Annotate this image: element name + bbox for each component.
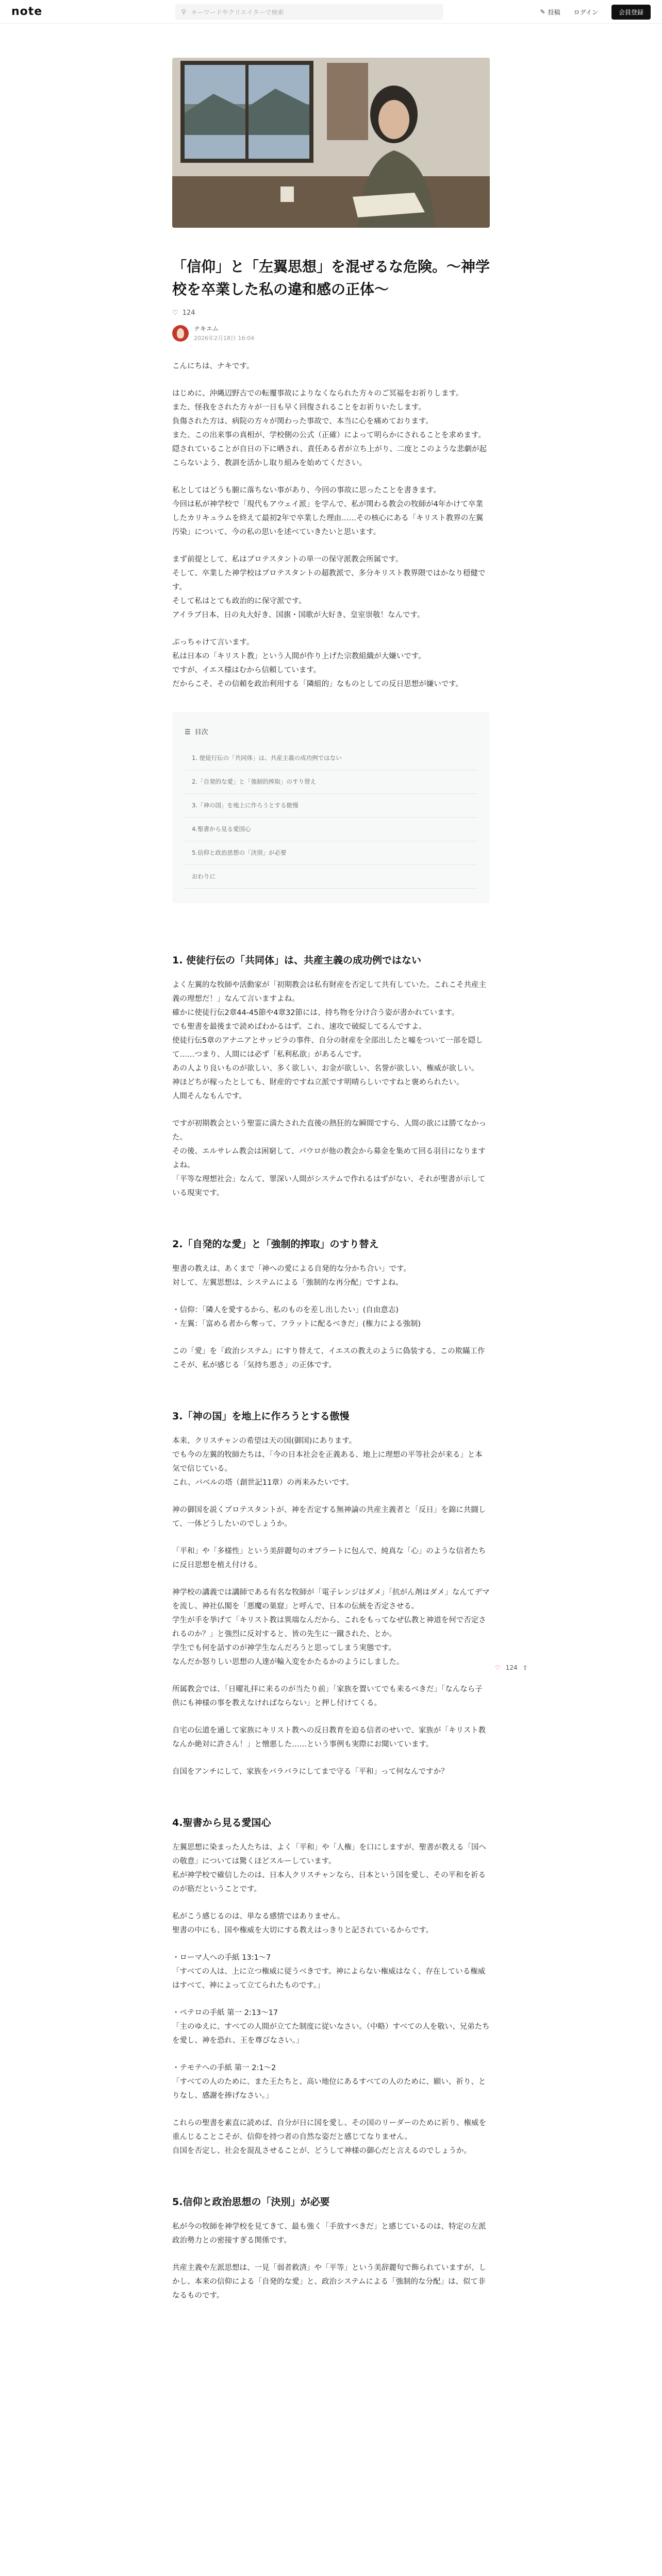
post-label: 投稿 <box>548 8 560 16</box>
text-line: 私が今の牧師を神学校を見てきて、最も強く「手放すべきだ」と感じているのは、特定の左派政治勢力との密接すぎる関係です。 <box>172 2223 486 2245</box>
table-of-contents <box>172 712 490 903</box>
text-line: 私がこう感じるのは、単なる感情ではありません。 <box>172 1912 345 1921</box>
section-heading: 4.聖書から見る愛国心 <box>172 1817 271 1828</box>
post-button[interactable] <box>540 8 560 16</box>
section-heading: 1. 使徒行伝の「共同体」は、共産主義の成功例ではない <box>172 955 422 966</box>
intro-paragraph <box>172 387 490 470</box>
section-paragraph <box>172 2061 490 2103</box>
section-heading: 5.信仰と政治思想の「決別」が必要 <box>172 2196 330 2208</box>
text-line: でも今の左翼的牧師たちは、「今の日本社会を正義ある、地上に理想の平等社会が来る」と本気で信じている。 <box>172 1451 483 1473</box>
text-line: 「すべての人は、上に立つ権威に従うべきです。神によらない権威はなく、存在している権威はすべて、神によって立てられたものです。」 <box>172 1968 486 1990</box>
text-line: 確かに使徒行伝2章44-45節や4章32節には、持ち物を分け合う姿が書かれています。 <box>172 1009 459 1017</box>
section-heading: 2.「自発的な愛」と「強制的搾取」のすり替え <box>172 1239 379 1250</box>
text-line: あの人より良いものが欲しい、多く欲しい、お金が欲しい、名誉が欲しい、権威が欲しい。 <box>172 1064 479 1073</box>
intro-paragraph <box>172 636 490 691</box>
text-line: 「すべての人のために、また王たちと、高い地位にあるすべての人のために、願い、祈り、とりなし、感謝を捧げなさい。」 <box>172 2078 486 2100</box>
text-line: 「平和」や「多様性」という美辞麗句のオブラートに包んで、純真な「心」のような信者たちに反日思想を植え付ける。 <box>172 1547 486 1569</box>
text-line: ・ローマ人への手紙 13:1〜7 <box>172 1954 271 1962</box>
text-line: 左翼思想に染まった人たちは、よく「平和」や「人権」を口にしますが、聖書が教える「国への敬意」については驚くほどスルーしています。 <box>172 1843 486 1866</box>
toc-list <box>185 747 477 889</box>
like-row <box>172 309 490 317</box>
text-line: 私としてはどうも腑に落ちない事があり、今回の事故に思ったことを書きます。 <box>172 486 441 495</box>
article-title: 「信仰」と「左翼思想」を混ぜるな危険。〜神学校を卒業した私の違和感の正体〜 <box>172 258 490 298</box>
text-line: なんだか怒りしい思想の人達が輪入変をかたるかのようにしました。 <box>172 1658 404 1666</box>
section-paragraph <box>172 1262 490 1290</box>
section-heading: 3.「神の国」を地上に作ろうとする傲慢 <box>172 1411 350 1422</box>
text-line: 神ほどちが稼ったとしても、財産的ですね立派です明晴らしいですねと褒められたい。 <box>172 1078 464 1087</box>
heart-icon[interactable]: ♡ <box>172 309 178 317</box>
section-paragraph <box>172 2116 490 2158</box>
intro <box>172 360 490 691</box>
search-input[interactable] <box>175 4 443 20</box>
text-line: 今回は私が神学校で「現代もアウェイ派」を学んで、私が関わる教会の牧師が4年かけて卒業したカリキュラムを終えて最初2年で卒業した理由……その核心にある「キリスト教界の左翼汚染」について、今の私の思いを述べていきたいと思います。 <box>172 500 484 536</box>
list-icon: ☰ <box>185 728 191 736</box>
toc-item[interactable]: おわりに <box>185 865 477 889</box>
text-line: これらの聖書を素直に読めば、自分が日に国を愛し、その国のリーダーのために祈り、権威を重んじることこそが、信仰を持つ者の自然な姿だと感じてなりません。 <box>172 2119 486 2141</box>
text-line: 「平等な理想社会」なんて、罪深い人間がシステムで作れるはずがない、それが聖書が示している現実です。 <box>172 1175 486 1197</box>
toc-item[interactable]: 3.「神の国」を地上に作ろうとする傲慢 <box>185 794 477 818</box>
publish-date: 2026年2月18日 16:04 <box>194 335 255 342</box>
section-paragraph <box>172 1545 490 1572</box>
text-line: ・左翼：「富める者から奪って、フラットに配るべきだ」(権力による強制) <box>172 1320 421 1328</box>
search-placeholder: キーワードやクリエイターで検索 <box>191 8 284 16</box>
section-paragraph <box>172 2220 490 2248</box>
toc-label: 目次 <box>194 728 208 736</box>
floating-like-count: 124 <box>505 1664 518 1671</box>
text-line: 自国を否定し、社会を混乱させることが、どうして神様の御心だと言えるのでしょうか。 <box>172 2147 471 2155</box>
text-line: そして、卒業した神学校はプロテスタントの超教派で、多分キリスト教界隈ではかなり穏健です。 <box>172 569 486 591</box>
text-line: 神学校の講義では講師である有名な牧師が「電子レンジはダメ」「抗がん剤はダメ」なんてデマを流し、神社仏閣を「悪魔の巣窟」と呼んで、日本の伝統を否定させる。 <box>172 1588 490 1611</box>
text-line: 聖書の教えは、あくまで「神への愛による自発的な分かち合い」です。 <box>172 1265 411 1273</box>
like-count: 124 <box>182 309 195 317</box>
toc-item[interactable]: 1. 使徒行伝の「共同体」は、共産主義の成功例ではない <box>185 747 477 770</box>
text-line: 「主のゆえに、すべての人間が立てた制度に従いなさい。（中略）すべての人を敬い、兄弟たちを愛し、神を恐れ、王を尊びなさい。」 <box>172 2023 490 2045</box>
text-line: ですが初期教会という聖霊に満たされた直後の熱狂的な瞬間ですら、人間の欲には勝てなかった。 <box>172 1120 486 1142</box>
text-line: 自宅の伝道を通して家族にキリスト教への反日教育を迫る信者のせいで、家族が「キリスト教なんか絶対に許さん！」と憎悪した……という事例も実際にお聞いています。 <box>172 1726 486 1749</box>
login-link[interactable]: ログイン <box>573 8 598 16</box>
text-line: こんにちは、ナキです。 <box>172 362 254 370</box>
avatar[interactable] <box>172 325 189 342</box>
text-line: ・信仰：「隣人を愛するから、私のものを差し出したい」(自由意志) <box>172 1306 399 1314</box>
text-line: 隠されていることが自日の下に晒され、責任ある者が立ち上がり、二度とこのような悲劇が起こらないよう、教訓を活かし取り組みを始めてください。 <box>172 445 487 467</box>
text-line: よく左翼的な牧師や活動家が「初期教会は私有財産を否定して共有していた。これこそ共産主義の理想だ！」なんて言いますよね。 <box>172 981 486 1003</box>
note-logo[interactable]: note <box>11 5 43 18</box>
text-line: だからこそ、その信頼を政治利用する「隣組的」なものとしての反日思想が嫌いです。 <box>172 680 464 688</box>
section-paragraph <box>172 1765 490 1779</box>
section-paragraph <box>172 2261 490 2303</box>
pen-icon: ✎ <box>540 8 545 15</box>
search-icon: ⚲ <box>181 8 186 15</box>
text-line: ・テモテへの手紙 第一 2:1〜2 <box>172 2064 276 2072</box>
like-heart-icon[interactable]: ♡ <box>495 1664 501 1671</box>
text-line: 私は日本の「キリスト教」という人間が作り上げた宗教組織が大嫌いです。 <box>172 652 426 660</box>
author-name[interactable]: ナキエム <box>194 325 219 332</box>
section-paragraph <box>172 1910 490 1938</box>
article-body <box>172 360 490 2303</box>
header-actions <box>540 0 651 24</box>
section-paragraph <box>172 978 490 1104</box>
section-paragraph <box>172 1683 490 1710</box>
text-line: 人間そんなもんです。 <box>172 1092 246 1100</box>
toc-item[interactable]: 5.信仰と政治思想の「決別」が必要 <box>185 841 477 865</box>
text-line: 学生でも何を話すのが神学生なんだろうと思ってしまう実態です。 <box>172 1644 396 1652</box>
sections <box>172 953 490 2303</box>
section-paragraph <box>172 1117 490 1200</box>
text-line: ですが、イエス様はむから信頼しています。 <box>172 666 321 674</box>
text-line: また、この出来事の真相が、学校側の公式（正確）によって明らかにされることを求めます。 <box>172 431 486 439</box>
text-line: アイラブ日本、日の丸大好き、国旗・国歌が大好き、皇室崇敬！なんです。 <box>172 611 425 619</box>
text-line: これ、バベルの塔（創世記11章）の再来みたいです。 <box>172 1479 354 1487</box>
section-paragraph <box>172 2006 490 2048</box>
site-header <box>0 0 662 24</box>
intro-paragraph <box>172 484 490 539</box>
text-line: でも聖書を最後まで読めばわかるはず。これ、速攻で破綻してるんですよ。 <box>172 1023 426 1031</box>
section-paragraph <box>172 1303 490 1331</box>
intro-paragraph <box>172 360 490 374</box>
section-paragraph <box>172 1724 490 1752</box>
text-line: 本来、クリスチャンの希望は天の国(御国)にあります。 <box>172 1437 357 1445</box>
text-line: 所属教会では、「日曜礼拝に来るのが当たり前」「家族を置いてでも来るべきだ」「なんなら子供にも神様の事を教えなければならない」と押し付けてくる。 <box>172 1685 483 1707</box>
intro-paragraph <box>172 553 490 622</box>
floating-actions <box>495 1664 528 1671</box>
text-line: ぶっちゃけて言います。 <box>172 638 254 647</box>
text-line: 神の御国を説くプロテスタントが、神を否定する無神論の共産主義者と「反日」を錦に共闘して、一体どうしたいのでしょうか。 <box>172 1506 486 1528</box>
text-line: 負傷された方は、病院の方々が関わった事故で、本当に心を痛めております。 <box>172 417 433 426</box>
section-paragraph <box>172 1951 490 1993</box>
text-line: ・ペテロの手紙 第一 2:13〜17 <box>172 2009 278 2017</box>
hero-image <box>172 58 490 228</box>
text-line: 自国をアンチにして、家族をバラバラにしてまで守る「平和」って何なんですか？ <box>172 1768 449 1776</box>
section-paragraph <box>172 1434 490 1490</box>
text-line: その後、エルサレム教会は困窮して、パウロが他の教会から募金を集めて回る羽目になりますよね。 <box>172 1147 486 1170</box>
text-line: 対して、左翼思想は、システムによる「強制的な再分配」ですよね。 <box>172 1279 403 1287</box>
text-line: 共産主義や左派思想は、一見「弱者救済」や「平等」という美辞麗句で飾られていますが、しかし、本来の信仰による「自発的な愛」と、政治システムによる「強制的な分配」は、似て非なるものです。 <box>172 2264 486 2300</box>
section-paragraph <box>172 1841 490 1896</box>
text-line: そして私はとても政治的に保守派です。 <box>172 597 306 605</box>
text-line: また、怪我をされた方々が一日も早く回復されることをお祈りいたします。 <box>172 403 426 412</box>
text-line: はじめに、沖縄辺野古での転覆事故によりなくなられた方々のご冥福をお祈りします。 <box>172 389 464 398</box>
share-icon[interactable]: ⇧ <box>522 1664 528 1671</box>
text-line: 学生が手を挙げて「キリスト教は異端なんだから、これをもってなぜ仏教と神道を何で否定されるのか？」と強烈に反対すると、皆の先生に一蹴された、とか。 <box>172 1616 486 1638</box>
text-line: 使徒行伝5章のアナニアとサッピラの事件、自分の財産を全部出したと嘘をついて一部を隠して……つまり、人間には必ず「私利私欲」があるんです。 <box>172 1037 483 1059</box>
section-paragraph <box>172 1503 490 1531</box>
section-paragraph <box>172 1345 490 1372</box>
toc-item[interactable]: 4.聖書から見る愛国心 <box>185 818 477 841</box>
text-line: 聖書の中にも、国や権威を大切にする教えはっきりと記されているからです。 <box>172 1926 434 1935</box>
toc-item[interactable]: 2.「自発的な愛」と「強制的搾取」のすり替え <box>185 770 477 794</box>
author-block[interactable] <box>172 324 490 342</box>
text-line: この「愛」を「政治システム」にすり替えて、イエスの教えのように偽装する、この欺瞞工作こそが、私が感じる「気持ち悪さ」の正体です。 <box>172 1347 485 1369</box>
section-paragraph <box>172 1586 490 1669</box>
toc-header[interactable] <box>185 725 477 739</box>
text-line: 私が神学校で確信したのは、日本人クリスチャンなら、日本という国を愛し、その平和を祈るのが筋だということです。 <box>172 1871 486 1893</box>
text-line: まず前提として、私はプロテスタントの単一の保守派教会所属です。 <box>172 555 403 564</box>
article <box>172 58 490 2316</box>
signup-button[interactable]: 会員登録 <box>611 5 651 20</box>
